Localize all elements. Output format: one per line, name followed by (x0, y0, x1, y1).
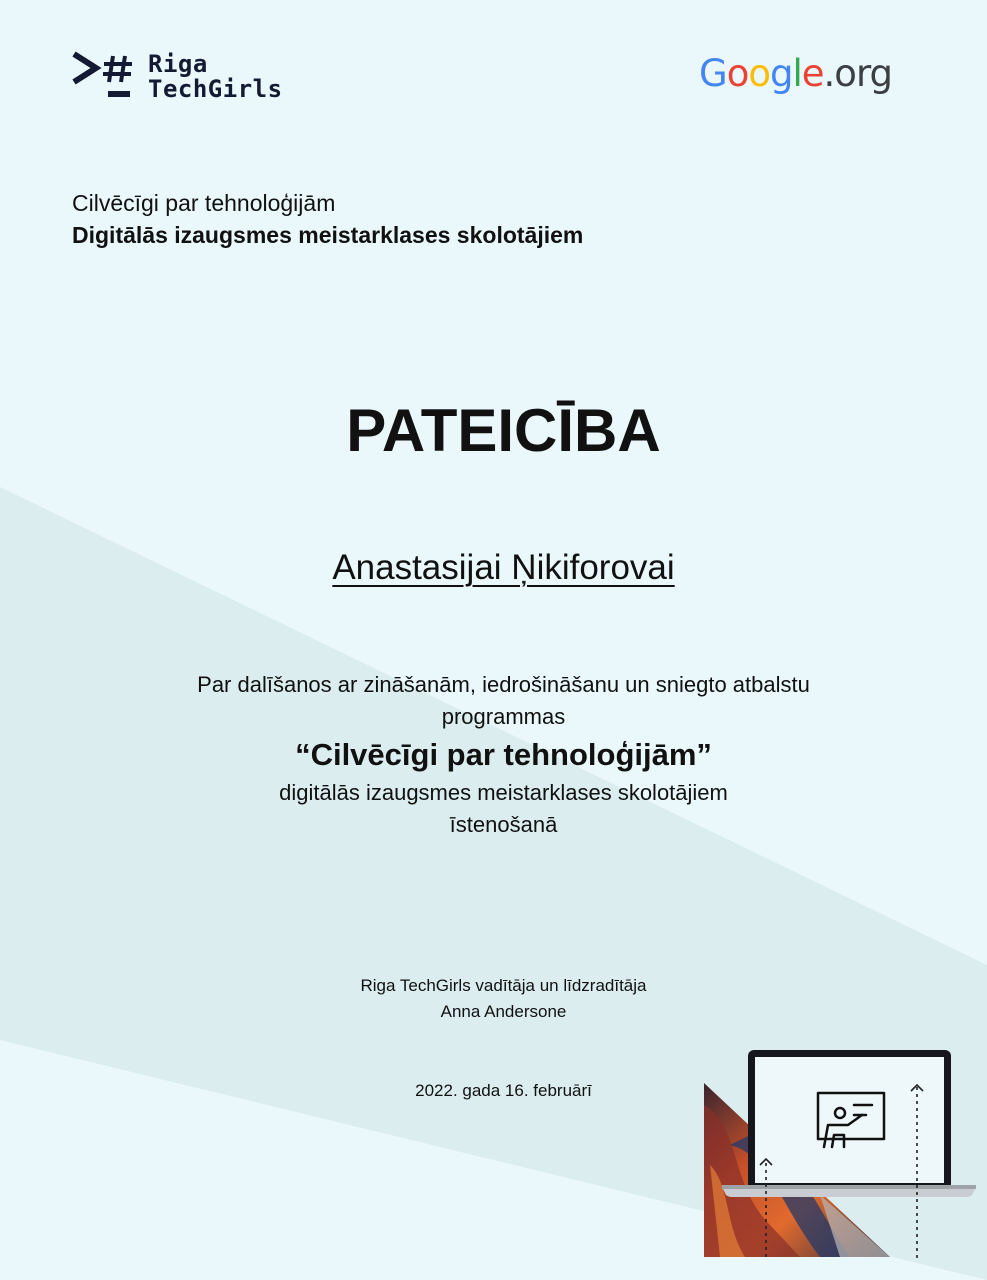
google-letter: o (726, 52, 749, 95)
google-letter: o (748, 52, 770, 95)
signer-role: Riga TechGirls vadītāja un līdzradītāja (360, 976, 647, 995)
google-org-suffix: .org (823, 52, 892, 95)
rtg-symbol-icon (72, 50, 136, 102)
riga-techgirls-logo (72, 50, 302, 106)
google-org-logo (699, 52, 892, 95)
rtg-line1: Riga (148, 50, 208, 78)
signature-block (10, 973, 987, 1025)
program-name: “Cilvēcīgi par tehnoloģijām” (295, 737, 712, 772)
signer-name: Anna Andersone (440, 1002, 567, 1021)
google-letter: l (792, 52, 802, 95)
recipient-name-block (10, 545, 987, 591)
certificate-body (10, 669, 987, 841)
google-letter: e (801, 52, 824, 95)
certificate-title: PATEICĪBA (346, 397, 661, 464)
body-line1: Par dalīšanos ar zināšanām, iedrošināšanu un sniegto atbalstu (197, 672, 810, 697)
program-header (72, 187, 583, 251)
program-header-line1: Cilvēcīgi par tehnoloģijām (72, 190, 336, 216)
laptop-illustration (700, 1045, 987, 1280)
body-line4: īstenošanā (449, 812, 558, 837)
rtg-line2: TechGirls (148, 75, 283, 103)
laptop-screen (755, 1057, 944, 1183)
google-letter: G (699, 52, 727, 95)
google-letter: g (770, 52, 793, 95)
program-header-line2: Digitālās izaugsmes meistarklases skolotājiem (72, 222, 584, 248)
recipient-name: Anastasijai Ņikiforovai (332, 548, 675, 587)
body-line2: programmas (441, 704, 566, 729)
body-line3: digitālās izaugsmes meistarklases skolotājiem (279, 780, 728, 805)
certificate-date: 2022. gada 16. februārī (415, 1081, 592, 1100)
rtg-wordmark (148, 52, 283, 102)
